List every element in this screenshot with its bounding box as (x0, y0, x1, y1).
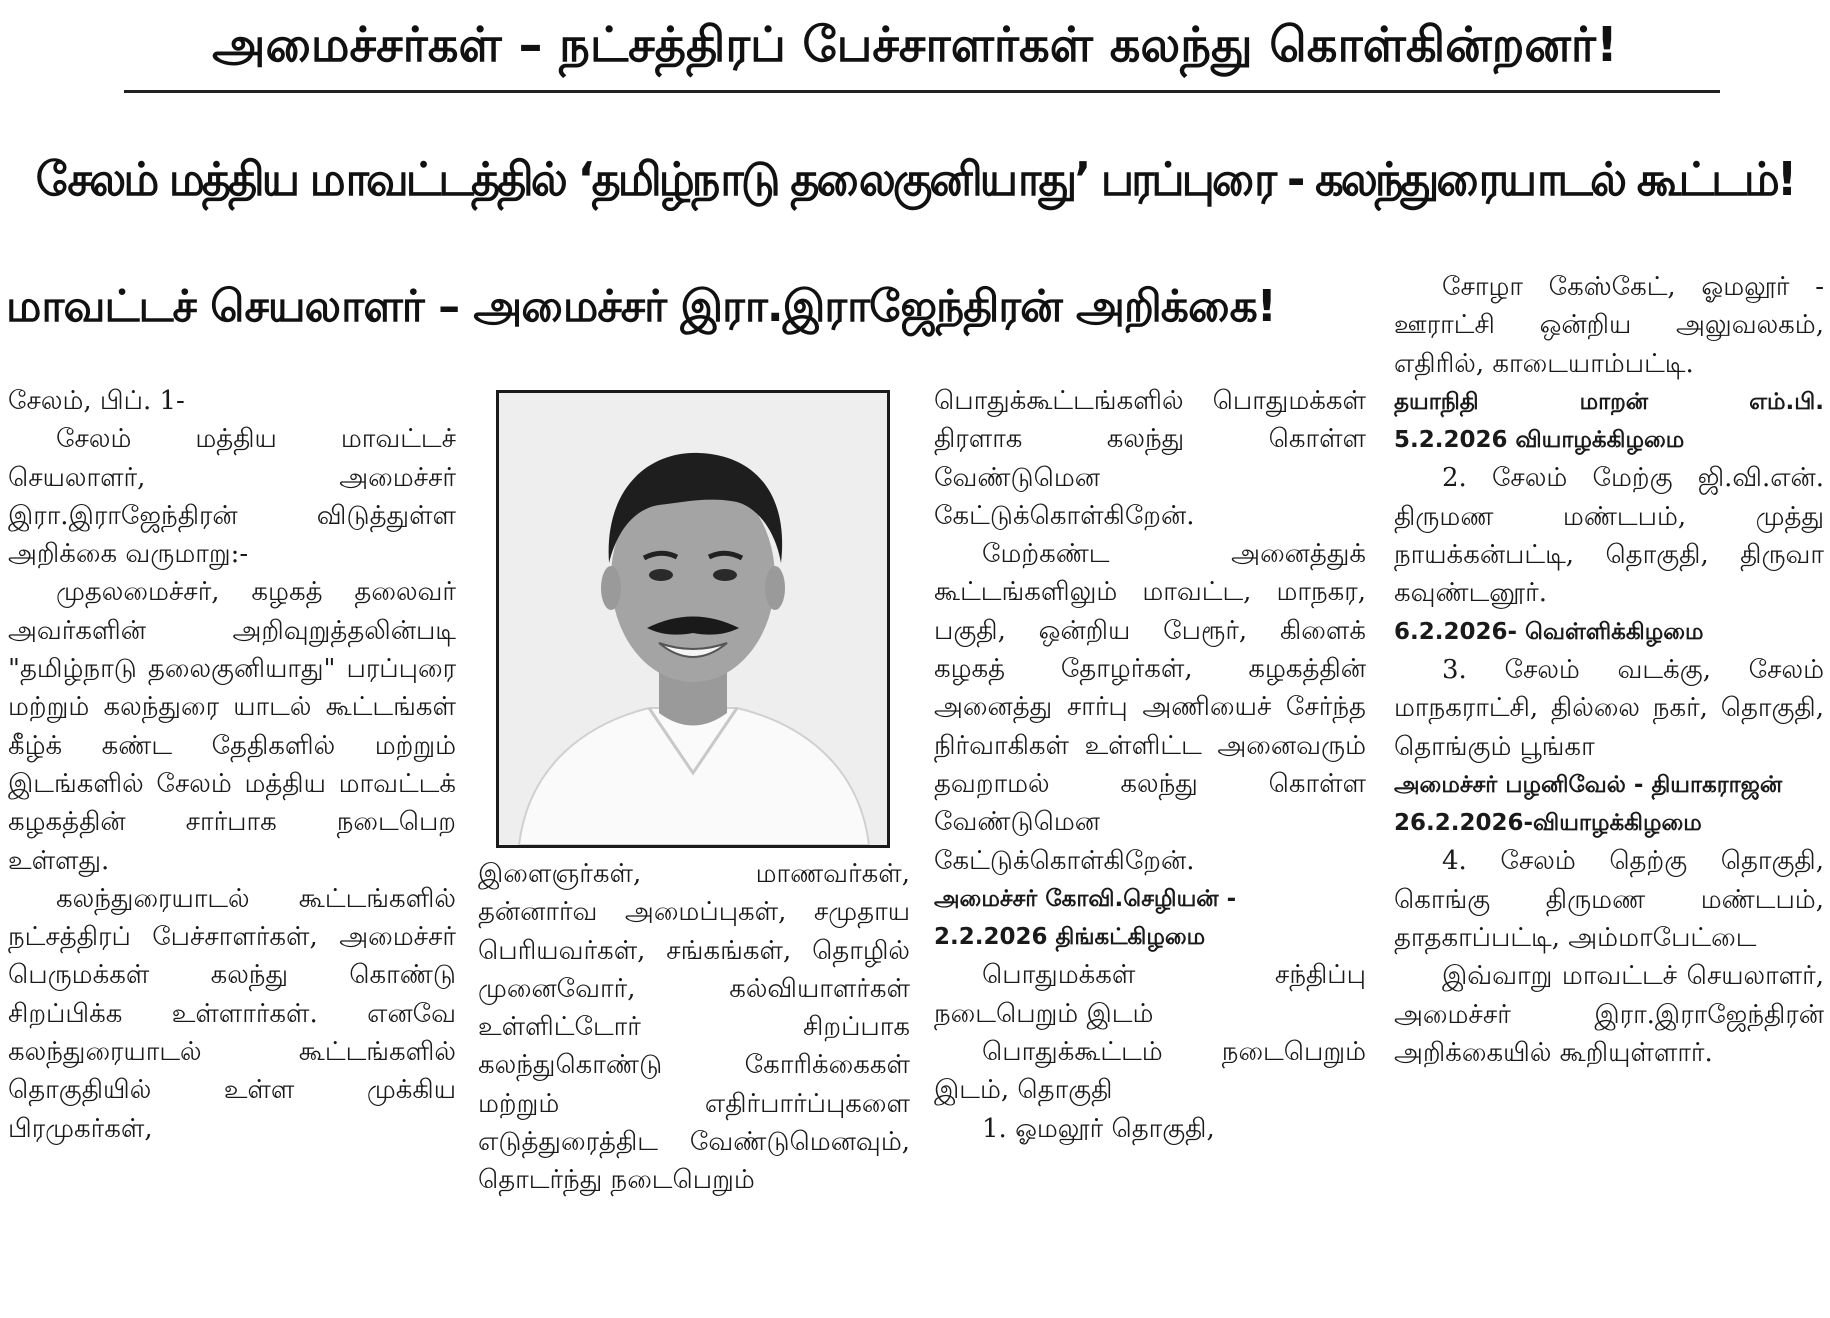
paragraph: பொதுக்கூட்டம் நடைபெறும் இடம், தொகுதி (934, 1037, 1366, 1106)
speaker-heading: தயாநிதி மாறன் எம்.பி. (1394, 388, 1824, 415)
paragraph: 2. சேலம் மேற்கு ஜி.வி.என். திருமண மண்டபம், முத்து நாயக்கன்பட்டி, தொகுதி, திருவா கவுண்டனூர். (1394, 463, 1824, 609)
date-heading: 26.2.2026-வியாழக்கிழமை (1394, 810, 1702, 837)
paragraph: பொதுக்கூட்டங்களில் பொதுமக்கள் திரளாக கலந்து கொள்ள வேண்டுமென கேட்டுக்கொள்கிறேன். (934, 386, 1366, 531)
article-column-3 (934, 382, 1366, 1148)
minister-portrait-photo (496, 390, 890, 848)
article-column-1 (8, 382, 456, 1148)
portrait-image (499, 393, 887, 845)
main-headline: சேலம் மத்திய மாவட்டத்தில் ‘தமிழ்நாடு தலைகுனியாது’ பரப்புரை - கலந்துரையாடல் கூட்டம்! (35, 152, 1795, 206)
paragraph: முதலமைச்சர், கழகத் தலைவர் அவர்களின் அறிவுறுத்தலின்படி "தமிழ்நாடு தலைகுனியாது" பரப்புரை மற்றும் கலந்துரை யாடல் கூட்டங்கள் கீழ்க் கண்ட தேதிகளில் மற்றும் இடங்களில் சேலம் மத்திய மாவட்டக் கழகத்தின் சார்பாக நடைபெற உள்ளது. (8, 577, 456, 876)
kicker-headline: அமைச்சர்கள் – நட்சத்திரப் பேச்சாளர்கள் கலந்து கொள்கின்றனர்! (212, 17, 1618, 73)
headline-divider (124, 90, 1720, 93)
paragraph: மேற்கண்ட அனைத்துக் கூட்டங்களிலும் மாவட்ட, மாநகர, பகுதி, ஒன்றிய பேரூர், கிளைக் கழகத் தோழர்கள், கழகத்தின் அனைத்து சார்பு அணியைச் சேர்ந்த நிர்வாகிகள் உள்ளிட்ட அனைவரும் தவறாமல் கலந்து கொள்ள வேண்டுமென கேட்டுக்கொள்கிறேன். (934, 539, 1366, 876)
speaker-heading: அமைச்சர் கோவி.செழியன் - (934, 885, 1237, 912)
speaker-heading: அமைச்சர் பழனிவேல் - தியாகராஜன் (1394, 771, 1783, 798)
date-heading: 5.2.2026 வியாழக்கிழமை (1394, 427, 1685, 454)
paragraph: கலந்துரையாடல் கூட்டங்களில் நட்சத்திரப் பேச்சாளர்கள், அமைச்சர் பெருமக்கள் கலந்து கொண்டு சிறப்பிக்க உள்ளார்கள். எனவே கலந்துரையாடல் கூட்டங்களில் தொகுதியில் உள்ள முக்கிய பிரமுகர்கள், (8, 883, 456, 1144)
paragraph: 1. ஓமலூர் தொகுதி, (982, 1113, 1215, 1144)
sub-headline: மாவட்டச் செயலாளர் – அமைச்சர் இரா.இராஜேந்திரன் அறிக்கை! (6, 281, 1276, 332)
paragraph: 4. சேலம் தெற்கு தொகுதி, கொங்கு திருமண மண்டபம், தாதகாப்பட்டி, அம்மாபேட்டை (1394, 846, 1824, 954)
article-column-2 (478, 855, 910, 1200)
paragraph: இளைஞர்கள், மாணவர்கள், தன்னார்வ அமைப்புகள், சமுதாய பெரியவர்கள், சங்கங்கள், தொழில் முனைவோர், கல்வியாளர்கள் உள்ளிட்டோர் சிறப்பாக கலந்துகொண்டு கோரிக்கைகள் மற்றும் எதிர்பார்ப்புகளை எடுத்துரைத்திட வேண்டுமெனவும், தொடர்ந்து நடைபெறும் (478, 859, 910, 1196)
dateline: சேலம், பிப். 1- (8, 386, 185, 416)
paragraph: 3. சேலம் வடக்கு, சேலம் மாநகராட்சி, தில்லை நகர், தொகுதி, தொங்கும் பூங்கா (1394, 654, 1824, 762)
paragraph: சேலம் மத்திய மாவட்டச் செயலாளர், அமைச்சர் இரா.இராஜேந்திரன் விடுத்துள்ள அறிக்கை வருமாறு:- (8, 424, 456, 570)
paragraph: இவ்வாறு மாவட்டச் செயலாளர், அமைச்சர் இரா.இராஜேந்திரன் அறிக்கையில் கூறியுள்ளார். (1394, 961, 1824, 1068)
date-heading: 2.2.2026 திங்கட்கிழமை (934, 924, 1206, 951)
paragraph: பொதுமக்கள் சந்திப்பு நடைபெறும் இடம் (934, 960, 1366, 1029)
article-column-4 (1394, 268, 1824, 1072)
paragraph: சோழா கேஸ்கேட், ஓமலூர் - ஊராட்சி ஒன்றிய அலுவலகம், எதிரில், காடையாம்பட்டி. (1394, 272, 1824, 379)
date-heading: 6.2.2026- வெள்ளிக்கிழமை (1394, 618, 1704, 645)
